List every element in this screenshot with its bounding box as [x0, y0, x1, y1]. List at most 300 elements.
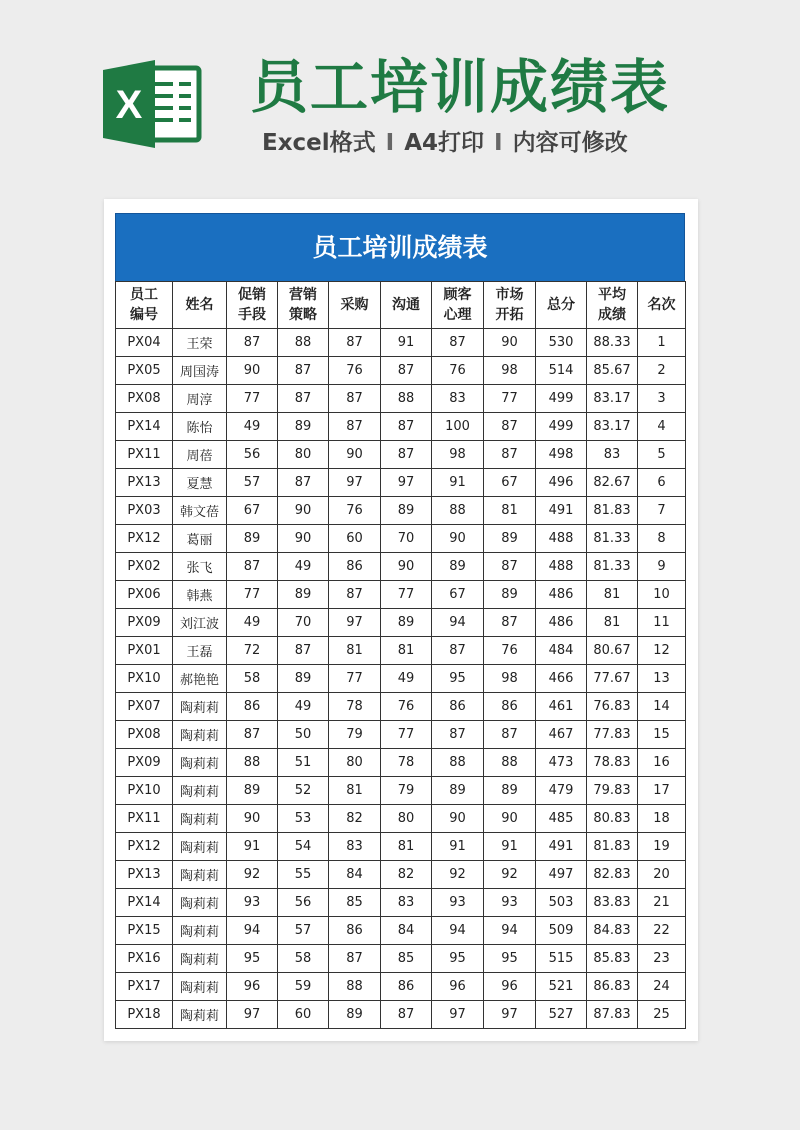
table-row — [116, 413, 686, 441]
subtitle-print: A4打印 — [404, 130, 485, 156]
table-cell: 60 — [278, 1001, 329, 1029]
column-header-text: 顾客 — [443, 287, 472, 303]
table-row — [116, 469, 686, 497]
table-cell: 77 — [381, 581, 432, 609]
table-cell: 87 — [278, 357, 329, 385]
table-cell: 5 — [638, 441, 686, 469]
table-cell: 95 — [432, 945, 484, 973]
table-cell: PX17 — [116, 973, 173, 1001]
table-cell: 4 — [638, 413, 686, 441]
table-cell: PX15 — [116, 917, 173, 945]
table-body — [116, 329, 686, 1029]
table-cell: 86 — [381, 973, 432, 1001]
table-cell: 13 — [638, 665, 686, 693]
table-cell: 486 — [536, 609, 587, 637]
table-cell: 陶莉莉 — [173, 749, 227, 777]
table-cell: 87 — [432, 329, 484, 357]
table-cell: 9 — [638, 553, 686, 581]
table-cell: 499 — [536, 385, 587, 413]
table-cell: 陶莉莉 — [173, 889, 227, 917]
table-cell: 86 — [227, 693, 278, 721]
table-cell: 56 — [227, 441, 278, 469]
table-cell: 87 — [381, 1001, 432, 1029]
table-cell: 王磊 — [173, 637, 227, 665]
table-cell: 90 — [227, 357, 278, 385]
table-cell: 95 — [227, 945, 278, 973]
table-cell: 韩文蓓 — [173, 497, 227, 525]
table-cell: 503 — [536, 889, 587, 917]
table-cell: 87 — [278, 637, 329, 665]
table-cell: 陈怡 — [173, 413, 227, 441]
table-cell: 85 — [329, 889, 381, 917]
table-cell: 18 — [638, 805, 686, 833]
column-header-text: 成绩 — [598, 307, 626, 323]
table-cell: 497 — [536, 861, 587, 889]
table-cell: 76 — [432, 357, 484, 385]
table-cell: 81 — [587, 609, 638, 637]
svg-text:X: X — [115, 83, 143, 127]
table-cell: 67 — [227, 497, 278, 525]
table-cell: PX14 — [116, 413, 173, 441]
table-cell: 98 — [484, 665, 536, 693]
table-row — [116, 721, 686, 749]
table-cell: 陶莉莉 — [173, 861, 227, 889]
column-header — [329, 282, 381, 329]
table-cell: 87 — [484, 609, 536, 637]
table-cell: PX08 — [116, 721, 173, 749]
table-cell: 陶莉莉 — [173, 805, 227, 833]
table-row — [116, 945, 686, 973]
table-cell: PX09 — [116, 609, 173, 637]
table-cell: 87 — [432, 637, 484, 665]
table-cell: PX14 — [116, 889, 173, 917]
table-cell: 87 — [278, 385, 329, 413]
table-cell: 83 — [587, 441, 638, 469]
table-cell: 97 — [329, 609, 381, 637]
subtitle-format: Excel格式 — [262, 130, 376, 156]
table-cell: 530 — [536, 329, 587, 357]
table-cell: 87 — [432, 721, 484, 749]
table-cell: 76 — [329, 357, 381, 385]
table-cell: 94 — [227, 917, 278, 945]
table-cell: 80 — [381, 805, 432, 833]
table-cell: 98 — [484, 357, 536, 385]
column-header-text: 策略 — [289, 307, 317, 323]
table-cell: 49 — [278, 693, 329, 721]
table-cell: PX18 — [116, 1001, 173, 1029]
table-cell: 22 — [638, 917, 686, 945]
column-header-text: 沟通 — [392, 297, 420, 313]
table-cell: PX09 — [116, 749, 173, 777]
table-cell: 87 — [484, 413, 536, 441]
table-row — [116, 833, 686, 861]
table-row — [116, 665, 686, 693]
table-cell: 83.17 — [587, 413, 638, 441]
table-cell: 58 — [227, 665, 278, 693]
table-cell: 11 — [638, 609, 686, 637]
table-cell: 96 — [227, 973, 278, 1001]
table-cell: PX16 — [116, 945, 173, 973]
table-cell: 89 — [227, 525, 278, 553]
table-cell: 87 — [329, 581, 381, 609]
table-cell: 67 — [432, 581, 484, 609]
table-cell: PX11 — [116, 805, 173, 833]
table-cell: 7 — [638, 497, 686, 525]
table-cell: 12 — [638, 637, 686, 665]
table-cell: 88 — [381, 385, 432, 413]
table-cell: 49 — [278, 553, 329, 581]
table-cell: 86 — [484, 693, 536, 721]
column-header — [381, 282, 432, 329]
table-cell: 485 — [536, 805, 587, 833]
table-cell: 70 — [278, 609, 329, 637]
table-cell: 81 — [381, 637, 432, 665]
table-cell: 514 — [536, 357, 587, 385]
table-cell: 491 — [536, 833, 587, 861]
table-cell: 76 — [484, 637, 536, 665]
table-cell: 83.17 — [587, 385, 638, 413]
table-cell: PX13 — [116, 861, 173, 889]
table-cell: 93 — [227, 889, 278, 917]
table-cell: 496 — [536, 469, 587, 497]
subtitle-separator: I — [494, 130, 503, 156]
table-cell: 陶莉莉 — [173, 1001, 227, 1029]
table-cell: 50 — [278, 721, 329, 749]
table-cell: 100 — [432, 413, 484, 441]
column-header-text: 采购 — [340, 297, 369, 313]
table-cell: PX10 — [116, 665, 173, 693]
table-cell: 96 — [484, 973, 536, 1001]
table-cell: 87.83 — [587, 1001, 638, 1029]
table-cell: 89 — [484, 525, 536, 553]
table-cell: 53 — [278, 805, 329, 833]
table-cell: 87 — [329, 329, 381, 357]
column-header-text: 促销 — [238, 287, 266, 303]
table-cell: 82.83 — [587, 861, 638, 889]
table-cell: 515 — [536, 945, 587, 973]
column-header — [432, 282, 484, 329]
table-cell: 77 — [484, 385, 536, 413]
table-cell: 90 — [227, 805, 278, 833]
table-row — [116, 581, 686, 609]
table-cell: 1 — [638, 329, 686, 357]
table-cell: 张飞 — [173, 553, 227, 581]
table-cell: 86 — [329, 553, 381, 581]
table-cell: 90 — [278, 525, 329, 553]
table-cell: 84.83 — [587, 917, 638, 945]
table-cell: 95 — [432, 665, 484, 693]
table-cell: 82.67 — [587, 469, 638, 497]
table-row — [116, 497, 686, 525]
table-cell: 16 — [638, 749, 686, 777]
table-cell: 89 — [278, 413, 329, 441]
table-cell: 89 — [484, 777, 536, 805]
table-cell: 94 — [432, 609, 484, 637]
page-title: 员工培训成绩表 — [250, 53, 671, 121]
column-header — [116, 282, 173, 329]
column-header-text: 员工 — [130, 287, 158, 303]
table-cell: 67 — [484, 469, 536, 497]
table-cell: 81.83 — [587, 497, 638, 525]
column-header-text: 总分 — [547, 297, 575, 313]
table-cell: 57 — [227, 469, 278, 497]
table-cell: 49 — [227, 413, 278, 441]
table-cell: 90 — [484, 329, 536, 357]
table-cell: 93 — [484, 889, 536, 917]
table-cell: 72 — [227, 637, 278, 665]
table-cell: 周淳 — [173, 385, 227, 413]
table-cell: PX03 — [116, 497, 173, 525]
table-cell: 87 — [381, 413, 432, 441]
table-cell: 陶莉莉 — [173, 833, 227, 861]
table-cell: PX12 — [116, 525, 173, 553]
table-cell: 77 — [227, 581, 278, 609]
table-cell: 83.83 — [587, 889, 638, 917]
table-cell: 19 — [638, 833, 686, 861]
table-cell: PX13 — [116, 469, 173, 497]
table-cell: PX04 — [116, 329, 173, 357]
table-cell: 91 — [227, 833, 278, 861]
table-cell: 80 — [278, 441, 329, 469]
table-cell: 87 — [227, 553, 278, 581]
table-cell: 55 — [278, 861, 329, 889]
table-cell: 90 — [484, 805, 536, 833]
table-cell: PX11 — [116, 441, 173, 469]
table-cell: 78 — [381, 749, 432, 777]
table-cell: 89 — [278, 665, 329, 693]
table-row — [116, 329, 686, 357]
table-cell: 85 — [381, 945, 432, 973]
column-header — [536, 282, 587, 329]
table-cell: 59 — [278, 973, 329, 1001]
table-cell: 17 — [638, 777, 686, 805]
table-cell: 51 — [278, 749, 329, 777]
table-cell: 77.67 — [587, 665, 638, 693]
table-cell: 81 — [329, 637, 381, 665]
table-cell: 陶莉莉 — [173, 945, 227, 973]
column-header — [638, 282, 686, 329]
table-cell: 97 — [227, 1001, 278, 1029]
table-cell: 86 — [329, 917, 381, 945]
table-cell: 77 — [381, 721, 432, 749]
table-cell: 473 — [536, 749, 587, 777]
table-row — [116, 749, 686, 777]
table-cell: 88 — [329, 973, 381, 1001]
table-cell: 79.83 — [587, 777, 638, 805]
table-cell: PX01 — [116, 637, 173, 665]
table-cell: PX10 — [116, 777, 173, 805]
table-cell: 94 — [484, 917, 536, 945]
table-cell: 周蓓 — [173, 441, 227, 469]
column-header-text: 心理 — [443, 307, 472, 323]
table-cell: 49 — [227, 609, 278, 637]
table-cell: 70 — [381, 525, 432, 553]
table-cell: PX06 — [116, 581, 173, 609]
table-cell: 夏慧 — [173, 469, 227, 497]
table-cell: 81.33 — [587, 553, 638, 581]
table-cell: 88 — [278, 329, 329, 357]
table-row — [116, 693, 686, 721]
table-cell: 491 — [536, 497, 587, 525]
column-header-text: 名次 — [647, 297, 676, 313]
table-cell: 88 — [227, 749, 278, 777]
table-row — [116, 525, 686, 553]
table-cell: 89 — [432, 777, 484, 805]
table-cell: 92 — [227, 861, 278, 889]
table-cell: 2 — [638, 357, 686, 385]
table-cell: 81.33 — [587, 525, 638, 553]
table-cell: 92 — [432, 861, 484, 889]
table-cell: 77 — [329, 665, 381, 693]
table-cell: 81.83 — [587, 833, 638, 861]
subtitle-editable: 内容可修改 — [512, 130, 628, 156]
column-header-text: 编号 — [130, 307, 158, 323]
table-cell: 韩燕 — [173, 581, 227, 609]
table-cell: 97 — [432, 1001, 484, 1029]
table-cell: 509 — [536, 917, 587, 945]
table-cell: 87 — [329, 385, 381, 413]
table-cell: 24 — [638, 973, 686, 1001]
table-cell: 87 — [484, 721, 536, 749]
column-header-text: 开拓 — [495, 307, 524, 323]
table-cell: 76 — [329, 497, 381, 525]
table-cell: 86.83 — [587, 973, 638, 1001]
table-cell: 80.67 — [587, 637, 638, 665]
table-cell: 58 — [278, 945, 329, 973]
table-cell: PX12 — [116, 833, 173, 861]
table-cell: 527 — [536, 1001, 587, 1029]
table-cell: 92 — [484, 861, 536, 889]
column-header — [278, 282, 329, 329]
table-cell: 21 — [638, 889, 686, 917]
table-cell: 89 — [329, 1001, 381, 1029]
table-row — [116, 553, 686, 581]
table-cell: PX02 — [116, 553, 173, 581]
table-cell: 80 — [329, 749, 381, 777]
table-cell: 77 — [227, 385, 278, 413]
table-cell: 90 — [278, 497, 329, 525]
table-cell: 97 — [484, 1001, 536, 1029]
table-cell: 94 — [432, 917, 484, 945]
table-cell: 91 — [381, 329, 432, 357]
table-cell: 80.83 — [587, 805, 638, 833]
table-cell: 76.83 — [587, 693, 638, 721]
table-cell: 97 — [329, 469, 381, 497]
table-cell: 54 — [278, 833, 329, 861]
table-cell: PX07 — [116, 693, 173, 721]
table-cell: 陶莉莉 — [173, 777, 227, 805]
column-header — [484, 282, 536, 329]
table-cell: 陶莉莉 — [173, 973, 227, 1001]
table-cell: 83 — [432, 385, 484, 413]
table-cell: 87 — [227, 721, 278, 749]
table-cell: 77.83 — [587, 721, 638, 749]
table-row — [116, 861, 686, 889]
table-cell: 87 — [381, 357, 432, 385]
table-cell: 93 — [432, 889, 484, 917]
table-cell: 89 — [381, 497, 432, 525]
table-cell: 78 — [329, 693, 381, 721]
table-cell: 498 — [536, 441, 587, 469]
column-header-text: 手段 — [238, 307, 266, 323]
column-header-text: 市场 — [495, 287, 524, 303]
table-cell: 葛丽 — [173, 525, 227, 553]
table-cell: 89 — [381, 609, 432, 637]
table-cell: 10 — [638, 581, 686, 609]
table-cell: 81 — [381, 833, 432, 861]
table-cell: 82 — [329, 805, 381, 833]
table-cell: 88 — [432, 497, 484, 525]
table-cell: 81 — [587, 581, 638, 609]
table-cell: 王荣 — [173, 329, 227, 357]
table-cell: 57 — [278, 917, 329, 945]
table-cell: 76 — [381, 693, 432, 721]
table-cell: 3 — [638, 385, 686, 413]
table-cell: 87 — [329, 413, 381, 441]
table-cell: 6 — [638, 469, 686, 497]
table-cell: 97 — [381, 469, 432, 497]
column-header-text: 姓名 — [185, 297, 214, 313]
table-cell: 488 — [536, 553, 587, 581]
table-cell: 467 — [536, 721, 587, 749]
table-cell: 郝艳艳 — [173, 665, 227, 693]
table-row — [116, 609, 686, 637]
table-cell: 52 — [278, 777, 329, 805]
table-cell: 90 — [381, 553, 432, 581]
table-cell: 15 — [638, 721, 686, 749]
table-cell: 周国涛 — [173, 357, 227, 385]
subtitle-separator: I — [385, 130, 395, 156]
column-header-text: 营销 — [289, 287, 317, 303]
table-cell: 91 — [484, 833, 536, 861]
table-cell: 49 — [381, 665, 432, 693]
table-cell: 陶莉莉 — [173, 917, 227, 945]
table-header-row — [116, 282, 686, 329]
table-cell: 79 — [329, 721, 381, 749]
table-cell: 60 — [329, 525, 381, 553]
table-cell: PX05 — [116, 357, 173, 385]
table-row — [116, 385, 686, 413]
table-cell: 25 — [638, 1001, 686, 1029]
table-cell: 88 — [484, 749, 536, 777]
table-cell: 84 — [329, 861, 381, 889]
table-cell: 87 — [278, 469, 329, 497]
table-cell: 87 — [329, 945, 381, 973]
excel-logo-icon — [103, 60, 203, 148]
table-cell: 84 — [381, 917, 432, 945]
table-cell: 90 — [432, 805, 484, 833]
table-cell: 87 — [227, 329, 278, 357]
table-cell: 90 — [329, 441, 381, 469]
column-header-text: 平均 — [598, 287, 626, 303]
table-cell: 87 — [484, 553, 536, 581]
score-table — [115, 281, 686, 1029]
table-row — [116, 1001, 686, 1029]
table-cell: 79 — [381, 777, 432, 805]
table-row — [116, 637, 686, 665]
column-header — [173, 282, 227, 329]
table-cell: 89 — [432, 553, 484, 581]
table-cell: 466 — [536, 665, 587, 693]
table-cell: 85.83 — [587, 945, 638, 973]
table-cell: 479 — [536, 777, 587, 805]
table-cell: 96 — [432, 973, 484, 1001]
spreadsheet-paper — [104, 199, 698, 1041]
table-cell: 83 — [329, 833, 381, 861]
table-cell: 85.67 — [587, 357, 638, 385]
table-cell: 89 — [484, 581, 536, 609]
table-cell: 484 — [536, 637, 587, 665]
